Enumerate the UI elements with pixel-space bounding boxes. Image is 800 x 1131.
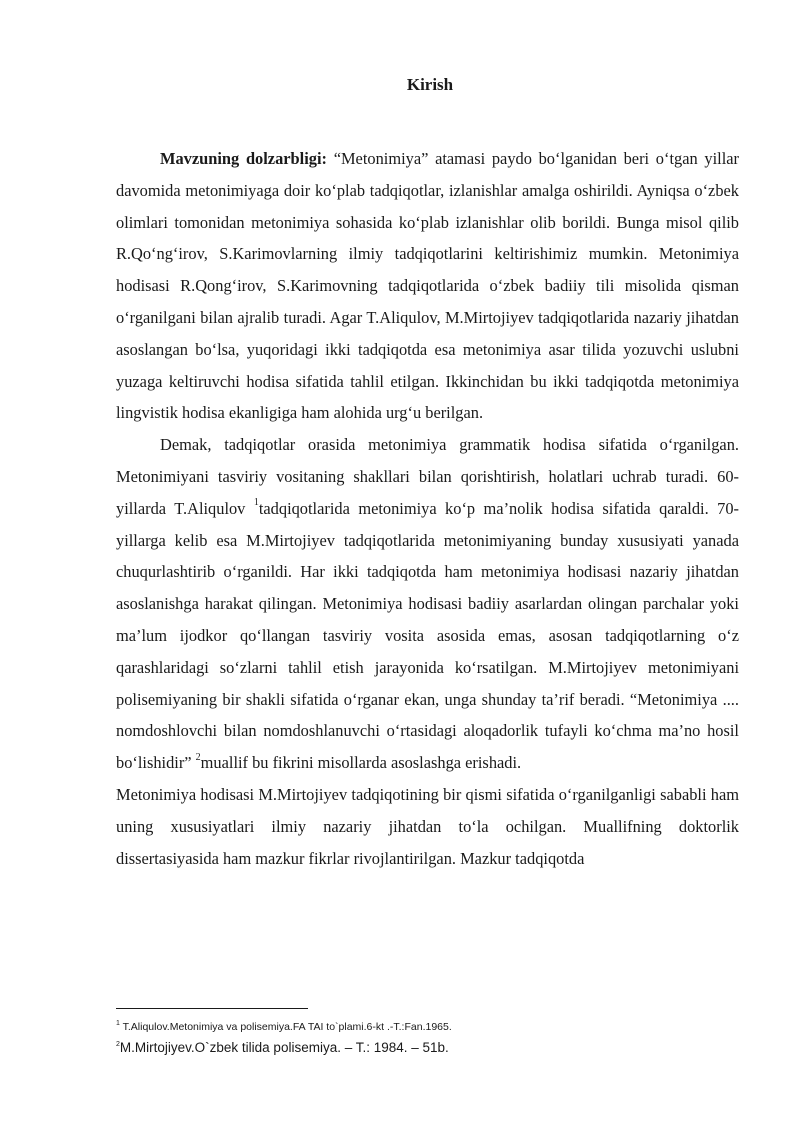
footnote-divider [116,1008,308,1009]
paragraph-lead: Mavzuning dolzarbligi: [160,149,327,168]
paragraph-text: Demak, tadqiqotlar orasida metonimiya grammatik hodisa sifatida o‘rganilgan. Metonimiyani tasviriy vositaning shakllari bilan qorishtirish, holatlari uchrab turadi. 60-yillarda T.Aliqulov [116,435,739,518]
footnote-text: M.Mirtojiyev.O`zbek tilida polisemiya. – T.: 1984. – 51b. [119,1040,449,1055]
footnote-ref-2[interactable]: 2 [195,751,201,763]
paragraph-continuation: Metonimiya hodisasi M.Mirtojiyev tadqiqotining bir qismi sifatida o‘rganilganligi sababli ham uning xususiyatlari ilmiy nazariy jihatdan to‘la ochilgan. Muallifning doktorlik dissertasiyasida ham mazkur fikrlar rivojlantirilgan. Mazkur tadqiqotda [116,784,739,868]
footnote-text: T.Aliqulov.Metonimiya va polisemiya.FA TAI to`plami.6-kt .-T.:Fan.1965. [119,1021,452,1033]
footnote-1 [116,1019,739,1035]
paragraph-relevance [116,143,739,429]
paragraph-text: muallif bu fikrini misollarda asoslashga erishadi. [200,753,522,773]
body-text [116,143,739,874]
footnote-ref-1[interactable]: 1 [253,497,259,509]
page-title: Kirish [406,75,454,94]
footnote-2 [116,1039,739,1057]
footnote-number: 2 [116,1040,120,1048]
paragraph-text: “Metonimiya” atamasi paydo bo‘lganidan beri o‘tgan yillar davomida metonimiyaga doir ko‘plab tadqiqotlar, izlanishlar amalga oshirildi. Ayniqsa o‘zbek olimlari tomonidan metonimiya sohasida ko‘plab izlanishlar olib borildi. Bunga misol qilib R.Qo‘ng‘irov, S.Karimovlarning ilmiy tadqiqotlarini keltirishimiz mumkin. Metonimiya hodisasi R.Qong‘irov, S.Karimovning tadqiqotlarida o‘zbek badiiy tili misolida qisman o‘rganilgani bilan ajralib turadi. Agar T.Aliqulov, M.Mirtojiyev tadqiqotlarida nazariy jihatdan asoslangan bo‘lsa, yuqoridagi ikki tadqiqotda esa metonimiya asar tilida yozuvchi uslubni yuzaga keltiruvchi hodisa sifatida tahlil etilgan. Ikkinchidan bu ikki tadqiqotda metonimiya lingvistik hodisa ekanligiga ham alohida urg‘u berilgan. [116,149,739,423]
footnotes [116,1008,739,1057]
paragraph-research [116,429,739,779]
paragraph-text: tadqiqotlarida metonimiya ko‘p ma’nolik hodisa sifatida qaraldi. 70-yillarga kelib esa M.Mirtojiyev tadqiqotlarida metonimiyaning bunday xususiyati yanada chuqurlashtirib o‘rganildi. Har ikki tadqiqotda ham metonimiya hodisasi nazariy jihatdan asoslanishga harakat qilingan. Metonimiya hodisasi badiiy asarlardan olingan parchalar yoki ma’lum ijodkor qo‘llangan tasviriy vosita asosida emas, asosan tadqiqotlarning o‘z qarashlaridagi so‘zlarni tahlil etish jarayonida ko‘rsatilgan. M.Mirtojiyev metonimiyani polisemiyaning bir shakli sifatida o‘rganar ekan, unga shunday ta’rif beradi. “Metonimiya .... nomdoshlovchi bilan nomdoshlanuvchi o‘rtasidagi aloqadorlik tufayli ko‘chma ma’no hosil bo‘lishidir” [116,498,740,773]
footnote-number: 1 [116,1019,120,1027]
